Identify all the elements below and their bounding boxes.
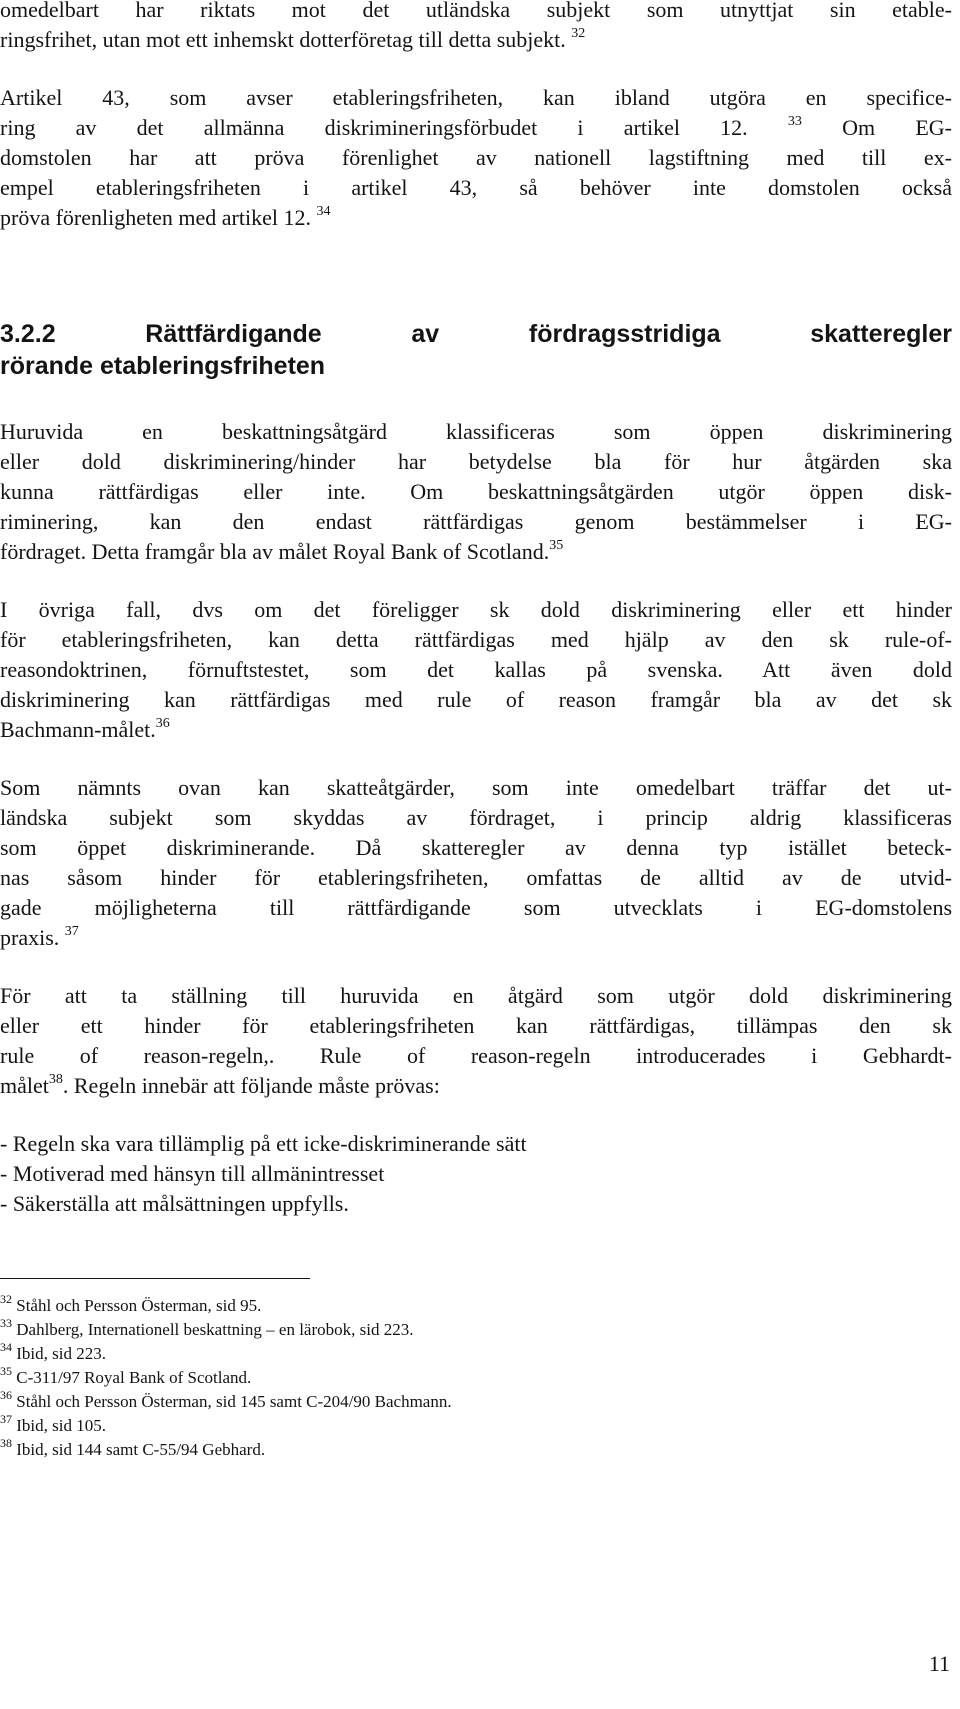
body-line: reasondoktrinen, förnuftstestet, som det kallas på svenska. Att även dold: [0, 657, 952, 682]
section-heading: 3.2.2 Rättfärdigande av fördragsstridiga skatteregler: [0, 320, 952, 348]
body-line: domstolen har att pröva förenlighet av nationell lagstiftning med till ex-: [0, 145, 952, 170]
body-line: fördraget. Detta framgår bla av målet Royal Bank of Scotland.$^{35}$: [0, 537, 564, 564]
body-line: diskriminering kan rättfärdigas med rule of reason framgår bla av det sk: [0, 687, 952, 712]
body-line: ringsfrihet, utan mot ett inhemskt dotterföretag till detta subjekt. $^{32}$: [0, 25, 586, 52]
body-line: gade möjligheterna till rättfärdigande som utvecklats i EG-domstolens: [0, 895, 952, 920]
body-line: för etableringsfriheten, kan detta rättfärdigas med hjälp av den sk rule-of-: [0, 627, 952, 652]
body-line: empel etableringsfriheten i artikel 43, så behöver inte domstolen också: [0, 175, 952, 200]
footnote: $^{35}$ C-311/97 Royal Bank of Scotland.: [0, 1364, 252, 1387]
footnote-ref[interactable]: 33: [787, 113, 802, 129]
footnote: $^{37}$ Ibid, sid 105.: [0, 1412, 106, 1435]
footnote-ref[interactable]: 35: [549, 537, 564, 553]
body-line: nas såsom hinder för etableringsfriheten, omfattas de alltid av de utvid-: [0, 865, 952, 890]
body-line: pröva förenligheten med artikel 12. $^{34}$: [0, 203, 331, 230]
footnote-number: 35: [0, 1364, 12, 1379]
footnote-ref[interactable]: 34: [316, 203, 331, 219]
body-line: omedelbart har riktats mot det utländska subjekt som utnyttjat sin etable-: [0, 0, 952, 22]
body-line: För att ta ställning till huruvida en åtgärd som utgör dold diskriminering: [0, 983, 952, 1008]
body-line: Som nämnts ovan kan skatteåtgärder, som inte omedelbart träffar det ut-: [0, 775, 952, 800]
body-line: ring av det allmänna diskrimineringsförbudet i artikel 12. $^{33}$ Om EG-: [0, 113, 952, 140]
footnote-number: 32: [0, 1292, 12, 1307]
footnote: $^{34}$ Ibid, sid 223.: [0, 1340, 106, 1363]
body-line: Huruvida en beskattningsåtgärd klassificeras som öppen diskriminering: [0, 419, 952, 444]
body-line: riminering, kan den endast rättfärdigas genom bestämmelser i EG-: [0, 509, 952, 534]
footnote-number: 38: [0, 1436, 12, 1451]
page-number: 11: [928, 1651, 950, 1676]
list-item: - Motiverad med hänsyn till allmänintresset: [0, 1161, 385, 1186]
body-line: rule of reason-regeln,. Rule of reason-regeln introducerades i Gebhardt-: [0, 1043, 952, 1068]
footnote-separator: [0, 1278, 310, 1279]
body-line: I övriga fall, dvs om det föreligger sk dold diskriminering eller ett hinder: [0, 597, 952, 622]
footnote-ref[interactable]: 37: [64, 923, 79, 939]
footnote-ref[interactable]: 32: [571, 25, 586, 41]
footnote-number: 37: [0, 1412, 12, 1427]
list-item: - Säkerställa att målsättningen uppfylls.: [0, 1191, 349, 1216]
footnote: $^{32}$ Ståhl och Persson Österman, sid 95.: [0, 1292, 262, 1315]
body-line: eller ett hinder för etableringsfriheten kan rättfärdigas, tillämpas den sk: [0, 1013, 952, 1038]
footnote-number: 34: [0, 1340, 12, 1355]
footnote-ref[interactable]: 36: [155, 715, 170, 731]
body-line: Artikel 43, som avser etableringsfriheten, kan ibland utgöra en specifice-: [0, 85, 952, 110]
footnote-ref[interactable]: 38: [48, 1071, 63, 1087]
body-line: kunna rättfärdigas eller inte. Om beskattningsåtgärden utgör öppen disk-: [0, 479, 952, 504]
body-line: ländska subjekt som skyddas av fördraget, i princip aldrig klassificeras: [0, 805, 952, 830]
body-line: som öppet diskriminerande. Då skatteregler av denna typ istället beteck-: [0, 835, 952, 860]
footnote: $^{36}$ Ståhl och Persson Österman, sid 145 samt C-204/90 Bachmann.: [0, 1388, 452, 1411]
body-line: praxis. $^{37}$: [0, 923, 79, 950]
footnote: $^{33}$ Dahlberg, Internationell beskattning – en lärobok, sid 223.: [0, 1316, 414, 1339]
body-line: eller dold diskriminering/hinder har betydelse bla för hur åtgärden ska: [0, 449, 952, 474]
body-line: Bachmann-målet.$^{36}$: [0, 715, 170, 742]
footnote-number: 33: [0, 1316, 12, 1331]
footnote: $^{38}$ Ibid, sid 144 samt C-55/94 Gebhard.: [0, 1436, 266, 1459]
body-line: målet$^{38}$. Regeln innebär att följande måste prövas:: [0, 1071, 440, 1098]
list-item: - Regeln ska vara tillämplig på ett icke-diskriminerande sätt: [0, 1131, 527, 1156]
section-heading-continued: rörande etableringsfriheten: [0, 352, 326, 380]
footnote-number: 36: [0, 1388, 12, 1403]
